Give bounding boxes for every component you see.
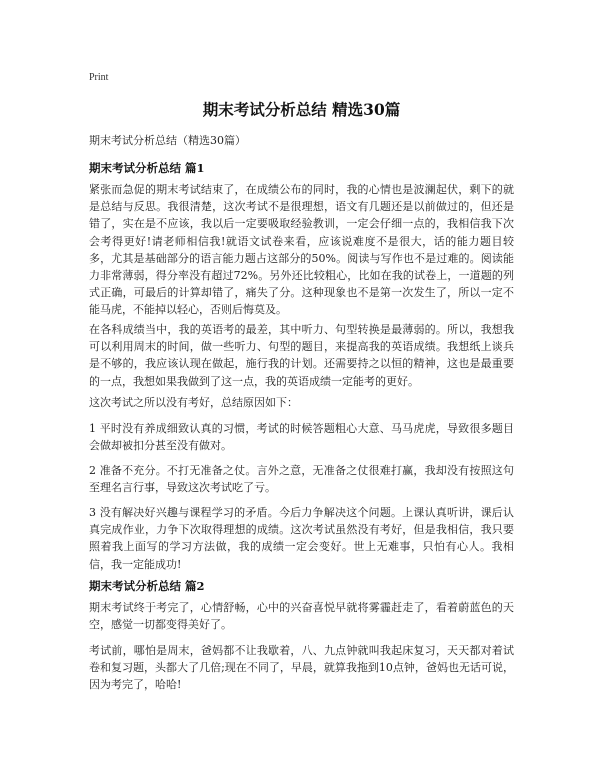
paragraph: 在各科成绩当中，我的英语考的最差，其中听力、句型转换是最薄弱的。所以，我想我可以利用周末的时间，做一些听力、句型的题目，来提高我的英语成绩。我想纸上谈兵是不够的，我应该认现在做起，施行我的计划。还需要持之以恒的精神，这也是最重要的一点，我想如果我做到了这一点，我的英语成绩一定能考的更好。 (89, 323, 514, 388)
section-heading-2: 期末考试分析总结 篇2 (89, 579, 205, 593)
page-title: 期末考试分析总结 精选30篇 (202, 100, 401, 119)
document-subtitle: 期末考试分析总结（精选30篇） (89, 134, 246, 147)
section-heading-1: 期末考试分析总结 篇1 (89, 161, 205, 175)
print-link[interactable]: Print (89, 72, 109, 83)
paragraph: 1 平时没有养成细致认真的习惯，考试的时候答题粗心大意、马马虎虎，导致很多题目会做却被扣分甚至没有做对。 (89, 422, 514, 453)
paragraph: 2 准备不充分。不打无准备之仗。言外之意，无准备之仗很难打赢，我却没有按照这句至理名言行事，导致这次考试吃了亏。 (89, 464, 514, 495)
paragraph: 考试前，哪怕是周末，爸妈都不让我歇着，八、九点钟就叫我起床复习，天天都对着试卷和复习题，头都大了几倍;现在不同了，早晨，就算我拖到10点钟，爸妈也无话可说，因为考完了，哈哈! (89, 644, 514, 692)
paragraph: 这次考试之所以没有考好，总结原因如下： (89, 396, 298, 409)
paragraph: 紧张而急促的期末考试结束了，在成绩公布的同时，我的心情也是波澜起伏，剩下的就是总结与反思。我很清楚，这次考试不是很理想，语文有几题还是以前做过的，但还是错了，实在是不应该，我以后一定要吸取经验教训，一定会仔细一点的，我相信我下次会考得更好!请老师相信我!就语文试卷来看，应该说难度不是很大，话的能力题目较多，尤其是基础部分的语言能力题占这部分的50%。阅读与写作也不是过难的。阅读能力非常薄弱，得分率没有超过72%。另外还比较粗心，比如在我的试卷上，一道题的列式正确，可最后的计算却错了，痛失了分。这种现象也不是第一次发生了，所以一定不能马虎，不能掉以轻心，否则后悔莫及。 (89, 183, 514, 317)
paragraph: 期末考试终于考完了，心情舒畅，心中的兴奋喜悦早就将雾霾赶走了，看着蔚蓝色的天空，感觉一切都变得美好了。 (89, 601, 514, 632)
paragraph: 3 没有解决好兴趣与课程学习的矛盾。今后力争解决这个问题。上课认真听讲，课后认真完成作业，力争下次取得理想的成绩。这次考试虽然没有考好，但是我相信，我只要照着我上面写的学习方法做，我的成绩一定会变好。世上无难事，只怕有心人。我相信，我一定能成功! (89, 506, 514, 571)
